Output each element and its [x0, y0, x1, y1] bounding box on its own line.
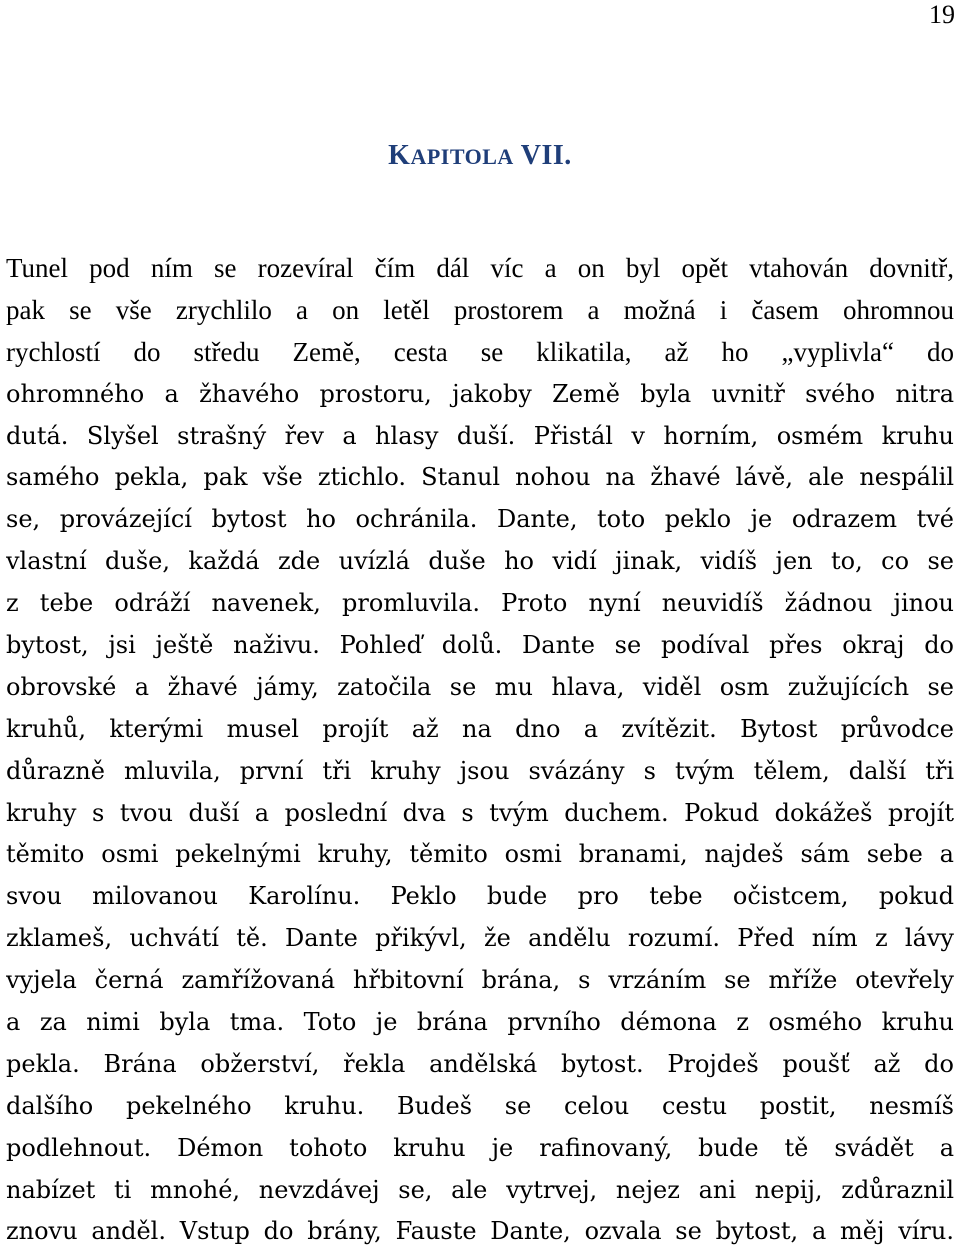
text-line: vyjela černá zamřížovaná hřbitovní brána, s vrzáním se mříže otevřely: [6, 966, 954, 995]
page-number: 19: [929, 0, 955, 29]
text-line: důrazně mluvila, první tři kruhy jsou svázány s tvým tělem, další tři: [6, 756, 954, 785]
text-line: těmito osmi pekelnými kruhy, těmito osmi branami, najdeš sám sebe a: [6, 840, 954, 869]
text-line: kruhy s tvou duší a poslední dva s tvým duchem. Pokud dokážeš projít: [6, 798, 954, 827]
text-line: pekla. Brána obžerství, řekla andělská bytost. Projdeš poušť až do: [6, 1049, 954, 1078]
text-line: podlehnout. Démon tohoto kruhu je rafinovaný, bude tě svádět a: [6, 1133, 954, 1162]
chapter-heading: [0, 139, 960, 174]
text-line: obrovské a žhavé jámy, zatočila se mu hlava, viděl osm zužujících se: [6, 672, 954, 701]
text-line: Tunel pod ním se rozevíral čím dál víc a on byl opět vtahován dovnitř,: [6, 253, 954, 283]
chapter-heading-number: VII.: [513, 140, 572, 171]
chapter-body-text: [6, 248, 954, 1253]
text-line: se, provázející bytost ho ochránila. Dante, toto peklo je odrazem tvé: [6, 505, 954, 534]
text-line: zklameš, uchvátí tě. Dante přikývl, že andělu rozumí. Před ním z lávy: [6, 924, 954, 953]
text-line: pak se vše zrychlilo a on letěl prostorem a možná i časem ohromnou: [6, 294, 954, 325]
text-line: kruhů, kterými musel projít až na dno a zvítězit. Bytost průvodce: [6, 714, 954, 743]
text-line: svou milovanou Karolínu. Peklo bude pro tebe očistcem, pokud: [6, 882, 954, 911]
text-line: samého pekla, pak vše ztichlo. Stanul nohou na žhavé lávě, ale nespálil: [6, 463, 954, 492]
chapter-heading-small-caps: APITOLA: [410, 144, 514, 169]
text-line: vlastní duše, každá zde uvízlá duše ho vidí jinak, vidíš jen to, co se: [6, 547, 954, 576]
text-line: dalšího pekelného kruhu. Budeš se celou cestu postit, nesmíš: [6, 1091, 954, 1120]
text-line: z tebe odráží navenek, promluvila. Proto nyní neuvidíš žádnou jinou: [6, 589, 954, 618]
text-line: a za nimi byla tma. Toto je brána prvního démona z osmého kruhu: [6, 1008, 954, 1037]
text-line: znovu anděl. Vstup do brány, Fauste Dante, ozvala se bytost, a měj víru.: [6, 1217, 954, 1246]
text-line: bytost, jsi ještě naživu. Pohleď dolů. Dante se podíval přes okraj do: [6, 631, 954, 660]
text-line: rychlostí do středu Země, cesta se klikatila, až ho „vyplivla“ do: [6, 336, 954, 367]
text-line: dutá. Slyšel strašný řev a hlasy duší. Přistál v horním, osmém kruhu: [6, 421, 954, 450]
text-line: nabízet ti mnohé, nevzdávej se, ale vytrvej, nejez ani nepij, zdůraznil: [6, 1175, 954, 1204]
text-line: ohromného a žhavého prostoru, jakoby Země byla uvnitř svého nitra: [6, 379, 954, 408]
chapter-heading-initial: K: [388, 140, 411, 171]
